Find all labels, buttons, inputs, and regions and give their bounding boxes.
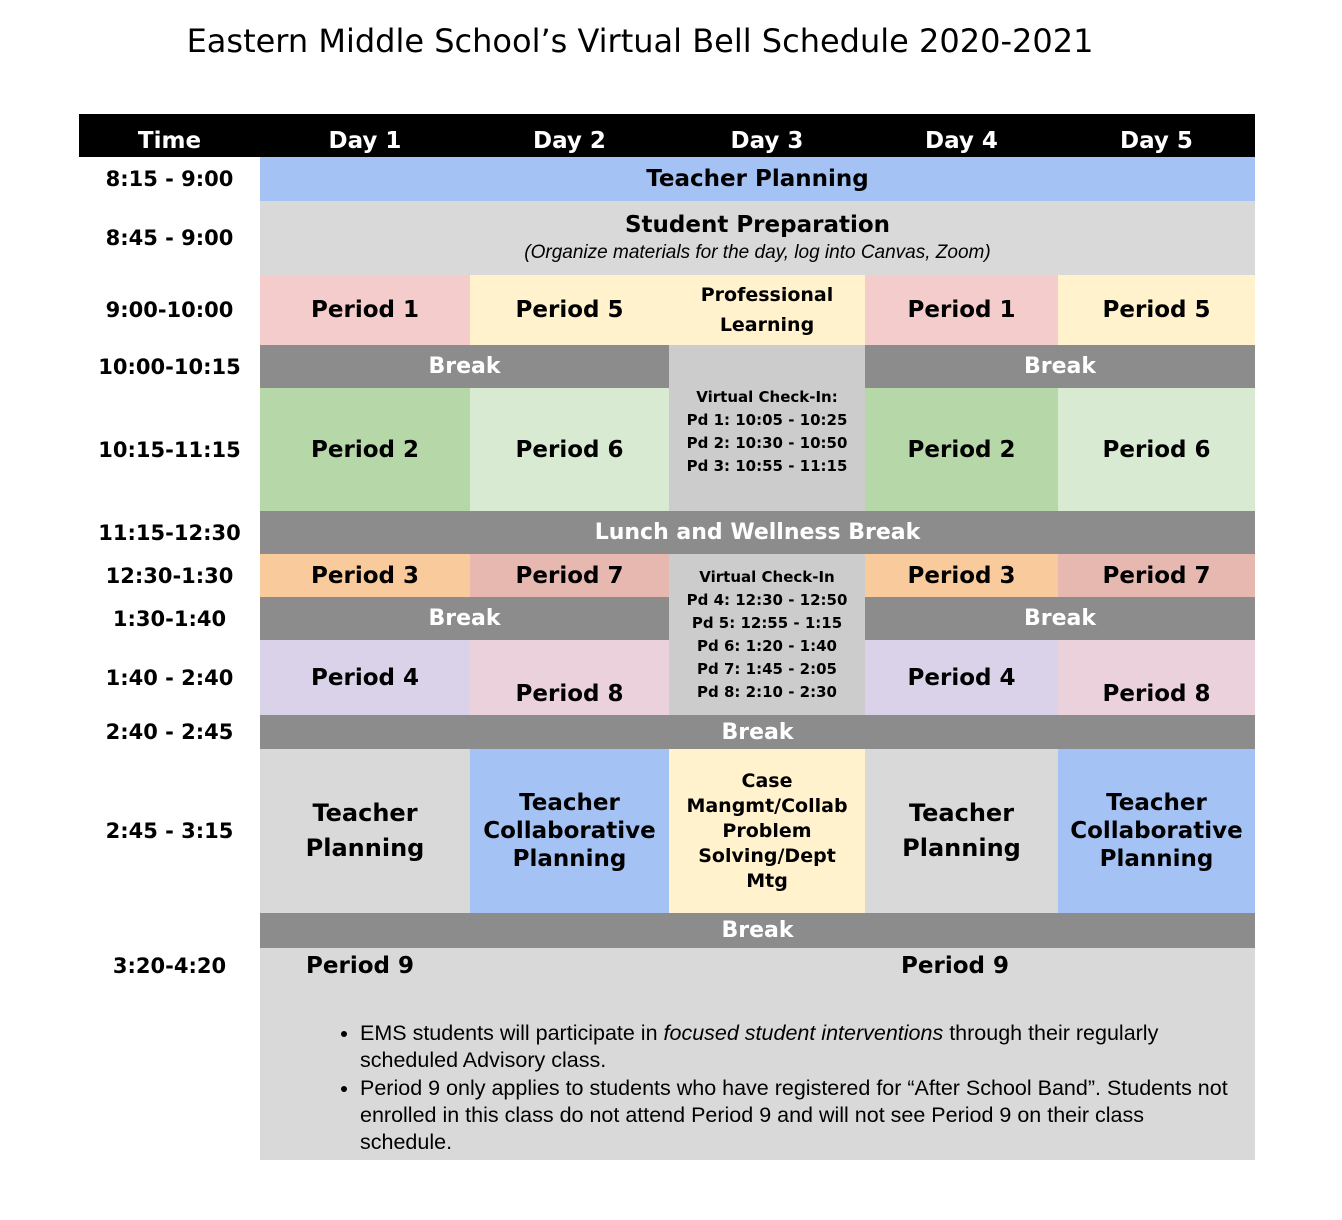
day1-period-4: Period 4 [260,640,470,715]
break-0130-right: Break [865,597,1255,640]
day5-period-7: Period 7 [1058,554,1255,597]
student-preparation [260,201,1255,275]
checkin-pm-pd6: Pd 6: 1:20 - 1:40 [697,636,837,655]
lunch-wellness-break: Lunch and Wellness Break [260,511,1255,554]
day1-period-3: Period 3 [260,554,470,597]
checkin-pm-pd5: Pd 5: 12:55 - 1:15 [691,613,843,632]
time-1015: 10:15-11:15 [79,388,260,511]
day5-teacher-collaborative-planning: Teacher Collaborative Planning [1058,749,1255,913]
time-0845: 8:45 - 9:00 [79,201,260,275]
break-0130-left: Break [260,597,669,640]
break-1000-left: Break [260,345,669,388]
checkin-pm-pd7: Pd 7: 1:45 - 2:05 [697,659,837,678]
day3-case-management: Case Mangmt/Collab Problem Solving/Dept Mtg [669,749,865,913]
checkin-am-title: Virtual Check-In: [696,388,838,406]
day4-period-3: Period 3 [865,554,1058,597]
day1-teacher-planning: Teacher Planning [260,749,470,913]
checkin-am-pd3: Pd 3: 10:55 - 11:15 [686,457,848,475]
time-0140: 1:40 - 2:40 [79,640,260,715]
header-day-4: Day 4 [865,114,1058,157]
time-1000: 10:00-10:15 [79,345,260,388]
day1-period-1: Period 1 [260,275,470,345]
day2-period-8: Period 8 [470,640,669,715]
day2-period-6: Period 6 [470,388,669,511]
break-1000-right: Break [865,345,1255,388]
header-day-1: Day 1 [260,114,470,157]
break-0315: Break [260,913,1255,948]
checkin-pm-title: Virtual Check-In [699,567,835,586]
day3-professional-learning: Professional Learning [669,275,865,345]
time-0130: 1:30-1:40 [79,597,260,640]
teacher-planning-bar: Teacher Planning [260,157,1255,201]
notes [300,1020,1240,1157]
time-0815: 8:15 - 9:00 [79,157,260,201]
checkin-pm-pd4: Pd 4: 12:30 - 12:50 [686,590,848,609]
time-0245: 2:45 - 3:15 [79,749,260,913]
student-preparation-subtitle: (Organize materials for the day, log into Canvas, Zoom) [524,242,991,263]
period-9-left: Period 9 [306,952,414,979]
time-1230: 12:30-1:30 [79,554,260,597]
header-day-5: Day 5 [1058,114,1255,157]
header-time: Time [79,114,260,157]
day2-period-7: Period 7 [470,554,669,597]
time-0900: 9:00-10:00 [79,275,260,345]
note-interventions: • EMS students will participate in focused student interventions through their regularly scheduled Advisory class. [360,1020,1240,1074]
time-0320: 3:20-4:20 [79,948,260,983]
day4-period-2: Period 2 [865,388,1058,511]
day4-teacher-planning: Teacher Planning [865,749,1058,913]
day5-period-6: Period 6 [1058,388,1255,511]
virtual-check-in-am [669,345,865,511]
note-period-9: • Period 9 only applies to students who have registered for “After School Band”. Students not enrolled in this class do not attend Period 9 and will not see Period 9 on their class schedule. [360,1075,1240,1156]
day2-teacher-collaborative-planning: Teacher Collaborative Planning [470,749,669,913]
checkin-pm-pd8: Pd 8: 2:10 - 2:30 [697,682,837,701]
period-9-right: Period 9 [901,952,1009,979]
header-day-3: Day 3 [669,114,865,157]
time-1115: 11:15-12:30 [79,511,260,554]
time-0240: 2:40 - 2:45 [79,715,260,749]
header-day-2: Day 2 [470,114,669,157]
day5-period-5: Period 5 [1058,275,1255,345]
day4-period-4: Period 4 [865,640,1058,715]
day1-period-2: Period 2 [260,388,470,511]
day5-period-8: Period 8 [1058,640,1255,715]
checkin-am-pd1: Pd 1: 10:05 - 10:25 [686,411,848,429]
break-0240: Break [260,715,1255,749]
checkin-am-pd2: Pd 2: 10:30 - 10:50 [686,434,848,452]
student-preparation-title: Student Preparation [624,212,891,238]
day2-period-5: Period 5 [470,275,669,345]
virtual-check-in-pm [669,554,865,715]
day4-period-1: Period 1 [865,275,1058,345]
page-title: Eastern Middle School’s Virtual Bell Schedule 2020-2021 [186,22,1094,60]
